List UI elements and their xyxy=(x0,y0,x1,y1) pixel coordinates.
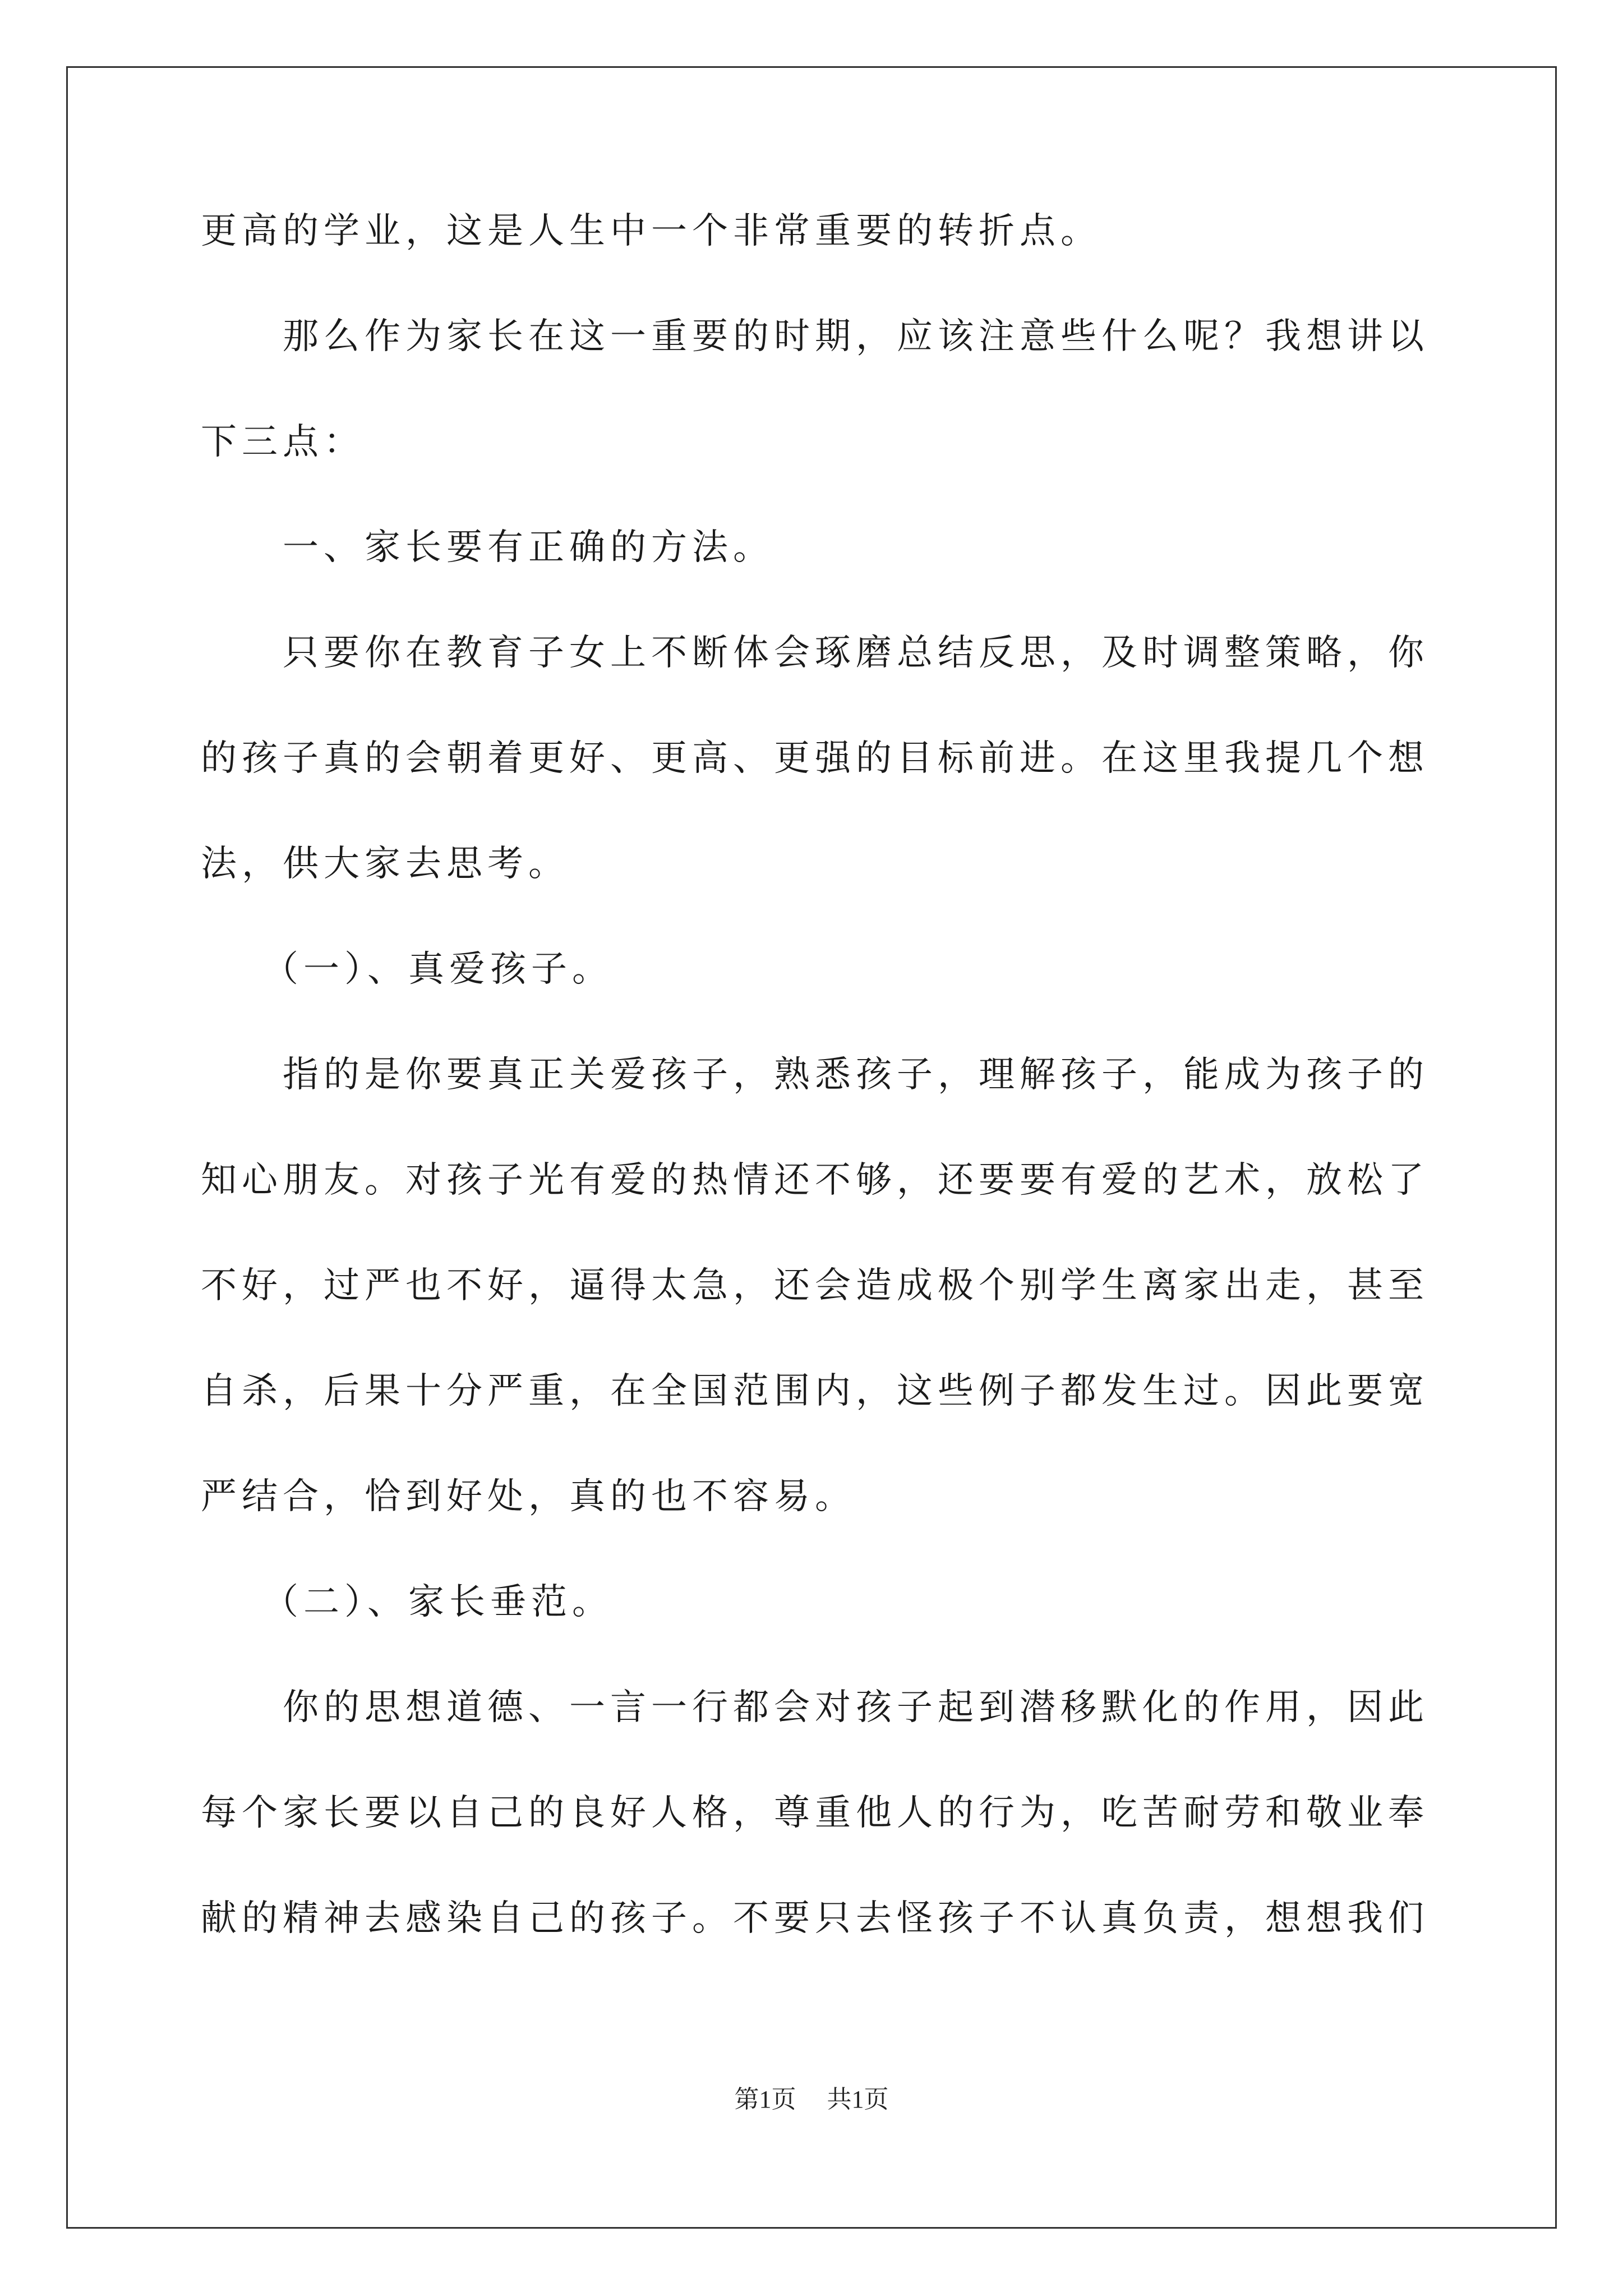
paragraph-line: 自杀，后果十分严重，在全国范围内，这些例子都发生过。因此要宽 xyxy=(201,1370,1429,1412)
subsection-heading: （二）、家长垂范。 xyxy=(262,1581,613,1623)
page-footer xyxy=(0,2086,1623,2114)
paragraph-line: 的孩子真的会朝着更好、更高、更强的目标前进。在这里我提几个想 xyxy=(201,738,1429,779)
paragraph-line: 每个家长要以自己的良好人格，尊重他人的行为，吃苦耐劳和敬业奉 xyxy=(201,1792,1429,1834)
paragraph-line: 法，供大家去思考。 xyxy=(201,843,569,885)
document-body xyxy=(201,210,1429,2006)
paragraph-line: 不好，过严也不好，逼得太急，还会造成极个别学生离家出走，甚至 xyxy=(201,1265,1429,1306)
page-number: 第1页 xyxy=(734,2086,796,2113)
section-heading: 一、家长要有正确的方法。 xyxy=(283,527,774,568)
paragraph-line: 那么作为家长在这一重要的时期，应该注意些什么呢？我想讲以 xyxy=(283,316,1429,357)
subsection-heading: （一）、真爱孩子。 xyxy=(262,949,613,990)
paragraph-line: 只要你在教育子女上不断体会琢磨总结反思，及时调整策略，你 xyxy=(283,632,1429,674)
paragraph-line: 你的思想道德、一言一行都会对孩子起到潜移默化的作用，因此 xyxy=(283,1687,1429,1728)
paragraph-line: 更高的学业，这是人生中一个非常重要的转折点。 xyxy=(201,210,1101,252)
page-total: 共1页 xyxy=(827,2086,889,2113)
paragraph-line: 献的精神去感染自己的孩子。不要只去怪孩子不认真负责，想想我们 xyxy=(201,1898,1429,1939)
paragraph-line: 指的是你要真正关爱孩子，熟悉孩子，理解孩子，能成为孩子的 xyxy=(283,1054,1429,1096)
paragraph-line: 下三点： xyxy=(201,421,365,463)
paragraph-line: 知心朋友。对孩子光有爱的热情还不够，还要要有爱的艺术，放松了 xyxy=(201,1159,1429,1201)
paragraph-line: 严结合，恰到好处，真的也不容易。 xyxy=(201,1476,856,1517)
